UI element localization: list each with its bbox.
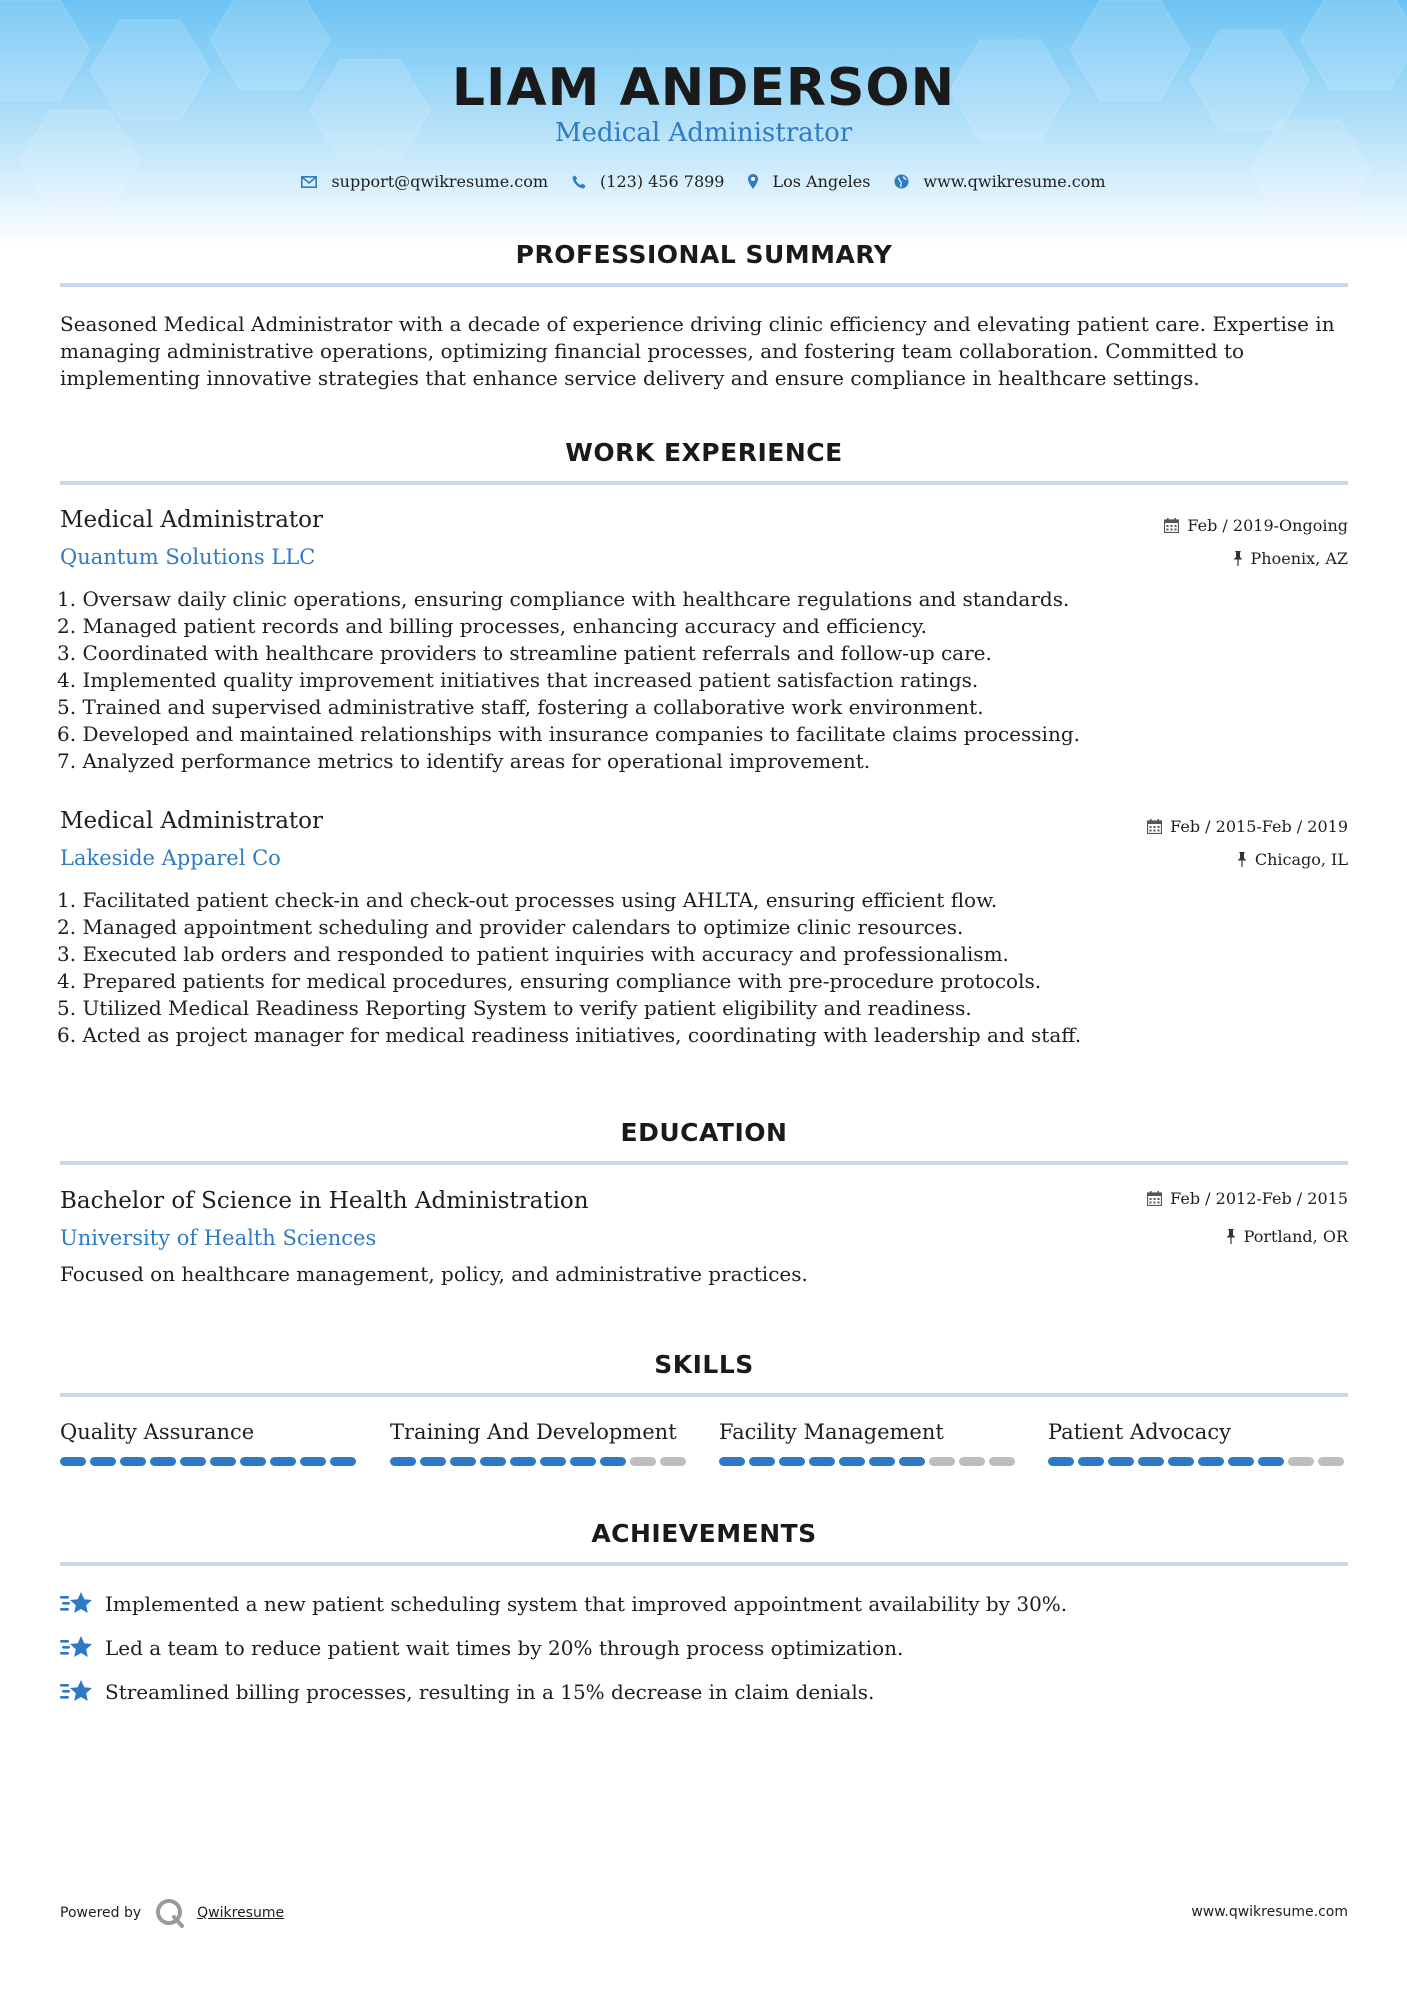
qwikresume-logo-icon xyxy=(155,1898,187,1928)
contact-location-text: Los Angeles xyxy=(772,172,871,191)
skill-label: Facility Management xyxy=(719,1420,944,1444)
company-name[interactable]: Quantum Solutions LLC xyxy=(60,545,316,569)
contact-phone-text: (123) 456 7899 xyxy=(600,172,725,191)
footer-powered-by xyxy=(60,1898,284,1928)
skill-level-bar xyxy=(60,1457,360,1466)
skill-segment-filled xyxy=(510,1457,536,1466)
bullet-item: 4. Prepared patients for medical procedures, ensuring compliance with pre-procedure protocols. xyxy=(57,969,1042,993)
skill-segment-filled xyxy=(1138,1457,1164,1466)
contact-email-text: support@qwikresume.com xyxy=(331,172,549,191)
job-location xyxy=(1237,850,1348,869)
skill-segment-filled xyxy=(749,1457,775,1466)
skill-segment-filled xyxy=(450,1457,476,1466)
job-dates xyxy=(1147,817,1348,836)
qwikresume-link[interactable]: Qwikresume xyxy=(197,1905,285,1921)
map-pin-icon xyxy=(748,174,758,189)
skill-segment-filled xyxy=(1258,1457,1284,1466)
phone-icon xyxy=(572,175,586,189)
skill-level-bar xyxy=(390,1457,690,1466)
job-location-text: Phoenix, AZ xyxy=(1250,549,1348,568)
job-location-text: Chicago, IL xyxy=(1254,850,1348,869)
bullet-item: 6. Developed and maintained relationships with insurance companies to facilitate claims processing. xyxy=(57,722,1080,746)
pushpin-icon xyxy=(1233,551,1243,566)
skill-segment-filled xyxy=(120,1457,146,1466)
contact-bar xyxy=(0,172,1407,191)
bullet-item: 1. Oversaw daily clinic operations, ensuring compliance with healthcare regulations and standards. xyxy=(57,587,1070,611)
calendar-icon xyxy=(1164,518,1179,533)
skill-segment-filled xyxy=(899,1457,925,1466)
degree-title: Bachelor of Science in Health Administration xyxy=(60,1188,589,1214)
bullet-item: 1. Facilitated patient check-in and check-out processes using AHLTA, ensuring efficient flow. xyxy=(57,888,998,912)
skills-divider xyxy=(60,1393,1348,1397)
education-dates xyxy=(1147,1189,1348,1208)
envelope-icon xyxy=(301,176,317,188)
star-icon xyxy=(60,1678,93,1706)
job-dates xyxy=(1164,516,1348,535)
bullet-item: 5. Utilized Medical Readiness Reporting System to verify patient eligibility and readiness. xyxy=(57,996,972,1020)
skill-segment-filled xyxy=(1168,1457,1194,1466)
contact-website-text: www.qwikresume.com xyxy=(923,172,1106,191)
achievement-text: Streamlined billing processes, resulting in a 15% decrease in claim denials. xyxy=(105,1680,875,1704)
contact-email[interactable] xyxy=(301,172,548,191)
education-description: Focused on healthcare management, policy, and administrative practices. xyxy=(60,1262,808,1286)
achievement-text: Implemented a new patient scheduling system that improved appointment availability by 30%. xyxy=(105,1592,1068,1616)
education-location xyxy=(1226,1227,1348,1246)
star-icon xyxy=(60,1634,93,1662)
skill-segment-empty xyxy=(630,1457,656,1466)
achievements-divider xyxy=(60,1562,1348,1566)
skill-segment-filled xyxy=(420,1457,446,1466)
skill-segment-filled xyxy=(779,1457,805,1466)
skill-segment-filled xyxy=(1048,1457,1074,1466)
job-dates-text: Feb / 2019-Ongoing xyxy=(1187,516,1348,535)
experience-heading: WORK EXPERIENCE xyxy=(565,438,843,467)
skill-segment-filled xyxy=(540,1457,566,1466)
globe-icon xyxy=(894,174,909,189)
skill-segment-empty xyxy=(959,1457,985,1466)
skill-segment-empty xyxy=(989,1457,1015,1466)
powered-by-label: Powered by xyxy=(60,1905,142,1921)
bullet-item: 4. Implemented quality improvement initiatives that increased patient satisfaction ratings. xyxy=(57,668,979,692)
bullet-item: 3. Coordinated with healthcare providers to streamline patient referrals and follow-up care. xyxy=(57,641,992,665)
skill-segment-empty xyxy=(929,1457,955,1466)
skill-label: Quality Assurance xyxy=(60,1420,255,1444)
candidate-name: LIAM ANDERSON xyxy=(451,58,956,118)
job-title: Medical Administrator xyxy=(60,507,324,533)
skill-label: Patient Advocacy xyxy=(1048,1420,1231,1444)
star-icon xyxy=(60,1590,93,1618)
skill-segment-filled xyxy=(150,1457,176,1466)
skill-segment-filled xyxy=(600,1457,626,1466)
education-divider xyxy=(60,1161,1348,1165)
contact-phone[interactable] xyxy=(572,172,724,191)
skill-segment-filled xyxy=(300,1457,326,1466)
pushpin-icon xyxy=(1226,1229,1236,1244)
contact-website[interactable] xyxy=(894,172,1105,191)
skill-segment-filled xyxy=(210,1457,236,1466)
skill-segment-filled xyxy=(90,1457,116,1466)
skill-segment-filled xyxy=(180,1457,206,1466)
skill-segment-filled xyxy=(330,1457,356,1466)
bullet-item: 2. Managed patient records and billing processes, enhancing accuracy and efficiency. xyxy=(57,614,928,638)
education-location-text: Portland, OR xyxy=(1243,1227,1348,1246)
skill-item xyxy=(719,1420,1019,1466)
skill-segment-filled xyxy=(1228,1457,1254,1466)
skill-segment-filled xyxy=(869,1457,895,1466)
job-bullets xyxy=(57,586,1257,775)
skill-level-bar xyxy=(1048,1457,1348,1466)
skill-segment-filled xyxy=(270,1457,296,1466)
skill-segment-filled xyxy=(390,1457,416,1466)
skill-label: Training And Development xyxy=(390,1420,677,1444)
experience-divider xyxy=(60,481,1348,485)
candidate-title: Medical Administrator xyxy=(554,118,853,148)
skill-segment-filled xyxy=(480,1457,506,1466)
skills-heading: SKILLS xyxy=(654,1350,754,1379)
skill-segment-filled xyxy=(1078,1457,1104,1466)
achievement-item xyxy=(60,1634,903,1662)
calendar-icon xyxy=(1147,819,1162,834)
skill-level-bar xyxy=(719,1457,1019,1466)
summary-divider xyxy=(60,283,1348,287)
job-title: Medical Administrator xyxy=(60,808,324,834)
skill-segment-filled xyxy=(719,1457,745,1466)
achievement-text: Led a team to reduce patient wait times by 20% through process optimization. xyxy=(105,1636,904,1660)
education-dates-text: Feb / 2012-Feb / 2015 xyxy=(1170,1189,1348,1208)
skill-segment-filled xyxy=(60,1457,86,1466)
skill-item xyxy=(60,1420,360,1466)
skill-item xyxy=(390,1420,690,1466)
skill-segment-filled xyxy=(839,1457,865,1466)
skill-segment-empty xyxy=(1318,1457,1344,1466)
skill-segment-filled xyxy=(809,1457,835,1466)
achievement-item xyxy=(60,1590,1067,1618)
bullet-item: 6. Acted as project manager for medical readiness initiatives, coordinating with leadership and staff. xyxy=(57,1023,1082,1047)
education-heading: EDUCATION xyxy=(620,1118,788,1147)
contact-location xyxy=(748,172,870,191)
summary-text: Seasoned Medical Administrator with a decade of experience driving clinic efficiency and elevating patient care. Expertise in managing administrative operations, optimizing financial processes, and fostering team collaboration. Committed to implementing innovative strategies that enhance service delivery and ensure compliance in healthcare settings. xyxy=(60,312,1335,390)
skill-segment-filled xyxy=(570,1457,596,1466)
skill-item xyxy=(1048,1420,1348,1466)
school-name[interactable]: University of Health Sciences xyxy=(60,1226,377,1250)
skill-segment-filled xyxy=(1108,1457,1134,1466)
pushpin-icon xyxy=(1237,852,1247,867)
job-location xyxy=(1233,549,1348,568)
bullet-item: 3. Executed lab orders and responded to patient inquiries with accuracy and professionalism. xyxy=(57,942,1009,966)
job-dates-text: Feb / 2015-Feb / 2019 xyxy=(1170,817,1348,836)
skill-segment-empty xyxy=(660,1457,686,1466)
achievements-heading: ACHIEVEMENTS xyxy=(591,1519,817,1548)
calendar-icon xyxy=(1147,1191,1162,1206)
skill-segment-filled xyxy=(240,1457,266,1466)
skill-segment-empty xyxy=(1288,1457,1314,1466)
company-name[interactable]: Lakeside Apparel Co xyxy=(60,846,281,870)
skill-segment-filled xyxy=(1198,1457,1224,1466)
bullet-item: 2. Managed appointment scheduling and provider calendars to optimize clinic resources. xyxy=(57,915,964,939)
bullet-item: 7. Analyzed performance metrics to identify areas for operational improvement. xyxy=(57,749,871,773)
footer-website-link[interactable]: www.qwikresume.com xyxy=(1191,1904,1348,1920)
achievement-item xyxy=(60,1678,874,1706)
job-bullets xyxy=(57,887,1257,1049)
bullet-item: 5. Trained and supervised administrative staff, fostering a collaborative work environment. xyxy=(57,695,984,719)
summary-heading: PROFESSIONAL SUMMARY xyxy=(515,240,893,269)
